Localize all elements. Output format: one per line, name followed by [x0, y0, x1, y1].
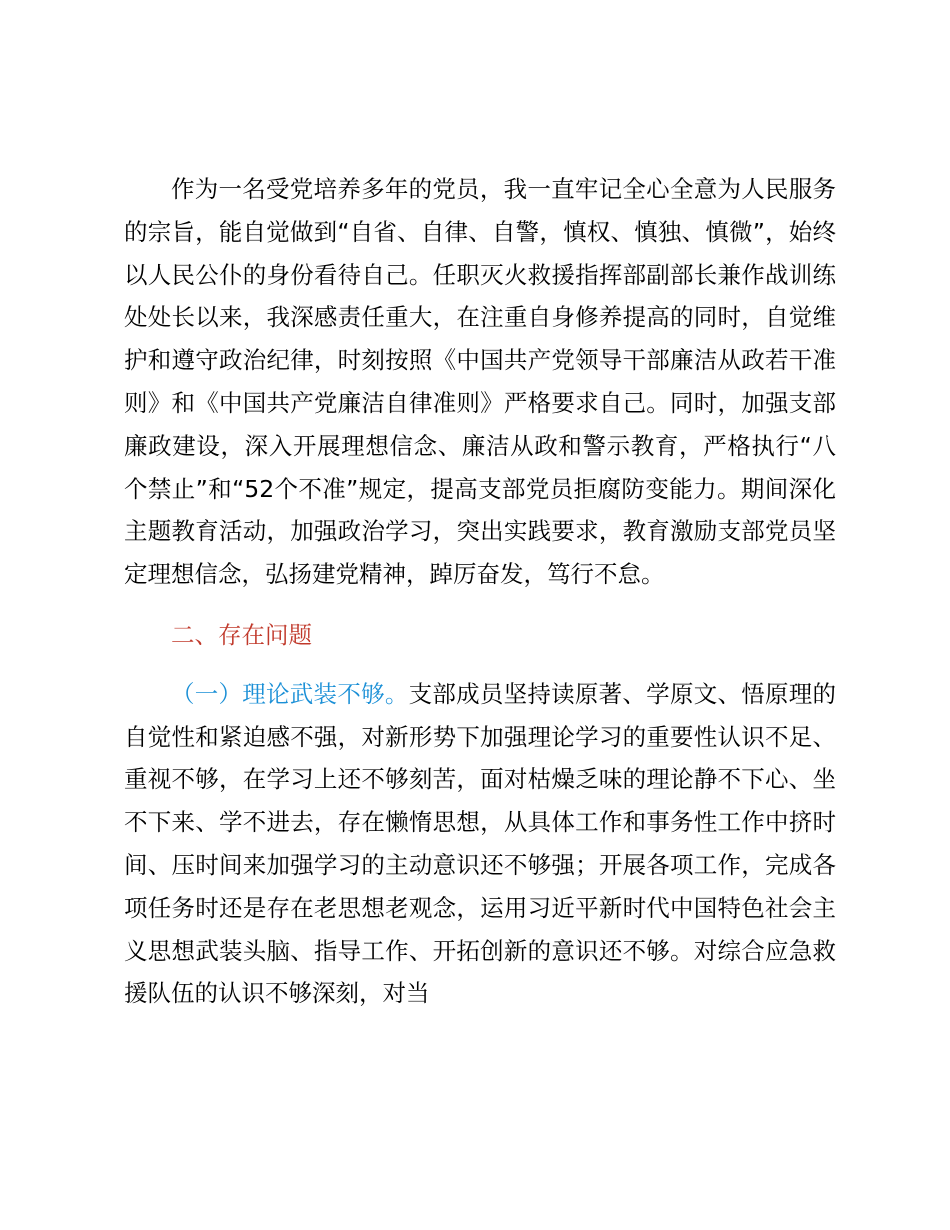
paragraph-theory-armament [124, 673, 836, 1015]
subsection-title-theory-armament: （一）理论武装不够。 [171, 679, 409, 708]
document-page [124, 168, 836, 1015]
paragraph-theory-armament-body: 支部成员坚持读原著、学原文、悟原理的自觉性和紧迫感不强，对新形势下加强理论学习的重要性认识不足、重视不够，在学习上还不够刻苦，面对枯燥乏味的理论静不下心、坐不下来、学不进去，存在懒惰思想，从具体工作和事务性工作中挤时间、压时间来加强学习的主动意识还不够强；开展各项工作，完成各项任务时还是存在老思想老观念，运用习近平新时代中国特色社会主义思想武装头脑、指导工作、开拓创新的意识还不够。对综合应急救援队伍的认识不够深刻，对当 [124, 679, 837, 1008]
section-heading-existing-problems: 二、存在问题 [171, 620, 312, 649]
paragraph-party-member-self-discipline: 作为一名受党培养多年的党员，我一直牢记全心全意为人民服务的宗旨，能自觉做到“自省、自律、自警，慎权、慎独、慎微”，始终以人民公仆的身份看待自己。任职灭火救援指挥部副部长兼作战训练处处长以来，我深感责任重大，在注重自身修养提高的同时，自觉维护和遵守政治纪律，时刻按照《中国共产党领导干部廉洁从政若干准则》和《中国共产党廉洁自律准则》严格要求自己。同时，加强支部廉政建设，深入开展理想信念、廉洁从政和警示教育，严格执行“八个禁止”和“52个不准”规定，提高支部党员拒腐防变能力。期间深化主题教育活动，加强政治学习，突出实践要求，教育激励支部党员坚定理想信念，弘扬建党精神，踔厉奋发，笃行不怠。 [124, 175, 836, 589]
